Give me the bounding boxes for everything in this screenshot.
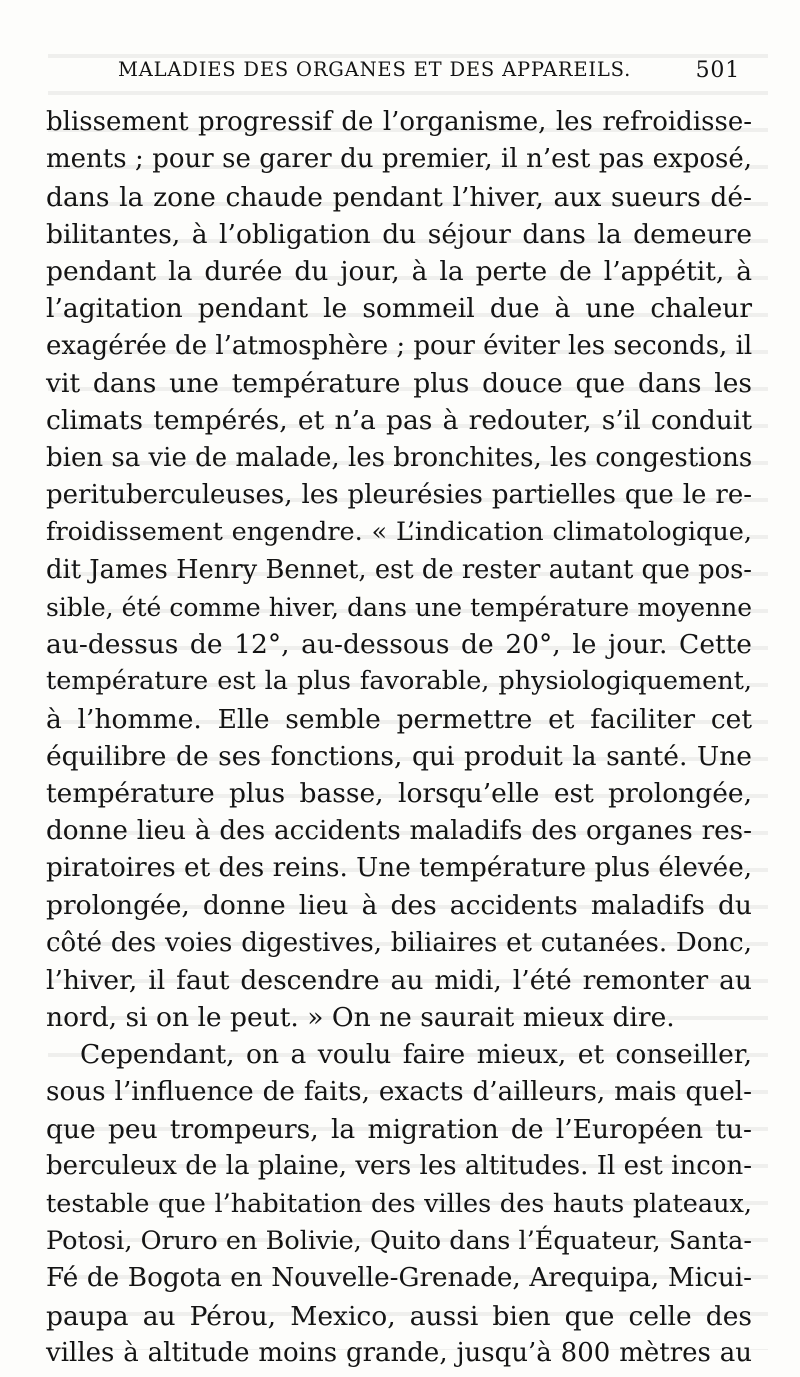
text-line: blissement progressif de l’organisme, les refroidisse- xyxy=(46,107,752,137)
text-line: ments ; pour se garer du premier, il n’est pas exposé, xyxy=(46,144,752,175)
text-line: exagérée de l’atmosphère ; pour éviter les seconds, il xyxy=(46,330,753,361)
text-line: vit dans une température plus douce que dans les xyxy=(46,368,752,400)
text-line: sible, été comme hiver, dans une température moyenne xyxy=(46,592,752,622)
body-text xyxy=(46,104,752,1372)
text-line: pendant la durée du jour, à la perte de l’appétit, à xyxy=(46,256,752,288)
text-line: à l’homme. Elle semble permettre et faciliter cet xyxy=(46,703,752,735)
text-line: donne lieu à des accidents maladifs des organes res- xyxy=(46,815,752,846)
text-line: paupa au Pérou, Mexico, aussi bien que celle des xyxy=(46,1300,752,1332)
text-line: dit James Henry Bennet, est de rester autant que pos- xyxy=(46,554,752,585)
text-line: bilitantes, à l’obligation du séjour dans la demeure xyxy=(46,218,752,250)
text-line: Cependant, on a voulu faire mieux, et conseiller, xyxy=(80,1039,752,1071)
text-line: au-dessus de 12°, au-dessous de 20°, le jour. Cette xyxy=(46,629,752,661)
text-line: piratoires et des reins. Une température plus élevée, xyxy=(46,852,753,883)
running-title: MALADIES DES ORGANES ET DES APPAREILS. xyxy=(118,58,632,81)
text-line: équilibre de ses fonctions, qui produit la santé. Une xyxy=(46,741,752,773)
text-line: l’hiver, il faut descendre au midi, l’été remonter au xyxy=(46,964,752,996)
text-line: Potosi, Oruro en Bolivie, Quito dans l’Équateur, Santa- xyxy=(46,1225,752,1256)
paragraph-2 xyxy=(46,1036,752,1372)
text-line: testable que l’habitation des villes des hauts plateaux, xyxy=(46,1188,752,1219)
text-line: berculeux de la plaine, vers les altitudes. Il est incon- xyxy=(46,1151,752,1182)
text-line: prolongée, donne lieu à des accidents maladifs du xyxy=(46,890,752,922)
text-line: l’agitation pendant le sommeil due à une chaleur xyxy=(46,293,752,325)
text-line: bien sa vie de malade, les bronchites, les congestions xyxy=(46,442,753,473)
text-line: sous l’influence de faits, exacts d’ailleurs, mais quel- xyxy=(46,1076,752,1107)
paragraph-1 xyxy=(46,104,752,1036)
text-line: froidissement engendre. « L’indication climatologique, xyxy=(46,517,752,548)
text-line: villes à altitude moins grande, jusqu’à 800 mètres au xyxy=(46,1337,752,1368)
running-head xyxy=(46,58,740,92)
text-line: température plus basse, lorsqu’elle est prolongée, xyxy=(46,778,752,810)
text-line: que peu trompeurs, la migration de l’Européen tu- xyxy=(46,1114,752,1146)
text-line: Fé de Bogota en Nouvelle-Grenade, Arequipa, Micui- xyxy=(46,1263,752,1294)
page-number: 501 xyxy=(695,58,740,83)
text-line: température est la plus favorable, physiologiquement, xyxy=(46,666,752,697)
text-line: perituberculeuses, les pleurésies partielles que le re- xyxy=(46,479,752,510)
text-line: nord, si on le peut. » On ne saurait mieux dire. xyxy=(46,1002,675,1034)
text-line: climats tempérés, et n’a pas à redouter, s’il conduit xyxy=(46,405,752,437)
text-line: côté des voies digestives, biliaires et cutanées. Donc, xyxy=(46,927,752,958)
text-line: dans la zone chaude pendant l’hiver, aux sueurs dé- xyxy=(46,181,752,213)
